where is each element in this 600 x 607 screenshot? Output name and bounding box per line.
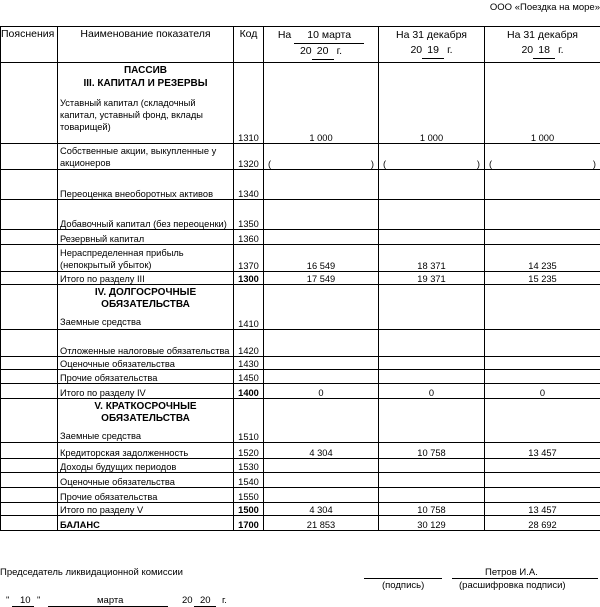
row-value-1: 21 853 xyxy=(264,516,379,531)
table-row xyxy=(1,473,600,488)
row-code: 1340 xyxy=(234,170,264,200)
decode-line xyxy=(452,578,598,579)
row-name: Собственные акции, выкупленные у акционеров xyxy=(58,144,234,170)
row-name: БАЛАНС xyxy=(58,516,234,531)
period1-date: 10 марта xyxy=(294,28,364,44)
row-code: 1520 xyxy=(234,443,264,459)
row-value-3: 14 235 xyxy=(485,245,600,272)
row-code: 1540 xyxy=(234,473,264,488)
company-name: ООО «Поездка на море» xyxy=(489,2,600,13)
row-name: Переоценка внеоборотных активов xyxy=(58,170,234,200)
row-code: 1500 xyxy=(234,503,264,516)
row-value-3: 15 235 xyxy=(485,272,600,285)
row-value-3: 1 000 xyxy=(485,63,600,144)
period1-year: 20 xyxy=(312,44,334,60)
table-row xyxy=(1,443,600,459)
row-code: 1420 xyxy=(234,330,264,357)
decode-label: (расшифровка подписи) xyxy=(459,580,566,591)
section-longterm-title: IV. ДОЛГОСРОЧНЫЕ ОБЯЗАТЕЛЬСТВА xyxy=(94,287,197,310)
row-code: 1550 xyxy=(234,488,264,503)
row-name: Доходы будущих периодов xyxy=(58,459,234,473)
row-value-1: 4 304 xyxy=(264,503,379,516)
row-name: Прочие обязательства xyxy=(58,370,234,384)
signature-label: (подпись) xyxy=(382,580,425,591)
table-row xyxy=(1,330,600,357)
col-code-header: Код xyxy=(234,27,264,63)
table-row xyxy=(1,245,600,272)
row-code: 1410 xyxy=(234,285,264,330)
signer-name: Петров И.А. xyxy=(485,567,538,578)
row-name: Уставный капитал (складочный капитал, уставный фонд, вклады товарищей) xyxy=(60,98,203,132)
row-code: 1450 xyxy=(234,370,264,384)
row-name: Отложенные налоговые обязательства xyxy=(58,330,234,357)
col-name-header: Наименование показателя xyxy=(58,27,234,63)
row-name: Оценочные обязательства xyxy=(58,357,234,370)
row-value-2: 10 758 xyxy=(379,443,485,459)
balance-table xyxy=(0,26,600,531)
row-value-1: 4 304 xyxy=(264,443,379,459)
row-name: Итого по разделу III xyxy=(58,272,234,285)
row-value-1: 1 000 xyxy=(264,63,379,144)
table-row xyxy=(1,399,600,443)
row-value-3: 13 457 xyxy=(485,443,600,459)
table-row-total xyxy=(1,503,600,516)
table-row xyxy=(1,63,600,144)
row-code: 1350 xyxy=(234,200,264,230)
row-value-2: 18 371 xyxy=(379,245,485,272)
table-row xyxy=(1,285,600,330)
period3-year: 18 xyxy=(533,43,555,59)
section-passive-title: ПАССИВ xyxy=(123,65,167,76)
date-year-prefix: 20 xyxy=(182,595,193,606)
date-quote-close: " xyxy=(37,595,41,606)
table-header-row xyxy=(1,27,600,63)
signature-line xyxy=(364,578,442,579)
row-value-3: 0 xyxy=(485,384,600,399)
table-row xyxy=(1,488,600,503)
table-row-balance xyxy=(1,516,600,531)
table-row xyxy=(1,357,600,370)
section-shortterm-title: V. КРАТКОСРОЧНЫЕ ОБЯЗАТЕЛЬСТВА xyxy=(94,401,197,424)
row-value-1: 0 xyxy=(264,384,379,399)
date-quote-open: " xyxy=(6,595,10,606)
table-row xyxy=(1,200,600,230)
col-notes-header: Пояснения xyxy=(1,27,58,63)
col-period3-header: На 31 декабря 20 18 г. xyxy=(485,27,600,63)
row-name: Оценочные обязательства xyxy=(58,473,234,488)
row-value-2: 19 371 xyxy=(379,272,485,285)
row-code: 1310 xyxy=(234,63,264,144)
row-name: Резервный капитал xyxy=(58,230,234,245)
date-year-suffix: г. xyxy=(222,595,227,606)
table-row: Собственные акции, выкупленные у акционеров 1320 ( ) ( ) ( ) xyxy=(1,144,600,170)
table-row xyxy=(1,459,600,473)
signature-block xyxy=(0,567,600,607)
row-name: Заемные средства xyxy=(60,431,142,441)
row-name: Заемные средства xyxy=(60,317,142,327)
row-code: 1370 xyxy=(234,245,264,272)
row-code: 1700 xyxy=(234,516,264,531)
row-value-1: 17 549 xyxy=(264,272,379,285)
row-value-3: 13 457 xyxy=(485,503,600,516)
table-row xyxy=(1,370,600,384)
row-code: 1530 xyxy=(234,459,264,473)
row-value-2: 10 758 xyxy=(379,503,485,516)
date-month: марта xyxy=(97,595,124,606)
col-period2-header: На 31 декабря 20 19 г. xyxy=(379,27,485,63)
row-value-2: 0 xyxy=(379,384,485,399)
row-code: 1360 xyxy=(234,230,264,245)
col-period1-header: На 10 марта 20 20 г. xyxy=(264,27,379,63)
row-code: 1300 xyxy=(234,272,264,285)
date-year: 20 xyxy=(200,595,211,606)
table-row-total xyxy=(1,384,600,399)
period2-year: 19 xyxy=(422,43,444,59)
row-value-2: 30 129 xyxy=(379,516,485,531)
row-name: Кредиторская задолженность xyxy=(58,443,234,459)
date-day: 10 xyxy=(20,595,31,606)
row-name: Итого по разделу V xyxy=(58,503,234,516)
row-code: 1510 xyxy=(234,399,264,443)
row-value-2: 1 000 xyxy=(379,63,485,144)
row-code: 1400 xyxy=(234,384,264,399)
row-code: 1430 xyxy=(234,357,264,370)
row-name: Прочие обязательства xyxy=(58,488,234,503)
row-value-3: 28 692 xyxy=(485,516,600,531)
table-row-total xyxy=(1,272,600,285)
signer-position: Председатель ликвидационной комиссии xyxy=(0,567,183,578)
table-row xyxy=(1,230,600,245)
row-name: Итого по разделу IV xyxy=(58,384,234,399)
row-code: 1320 xyxy=(234,144,264,170)
row-value-1: 16 549 xyxy=(264,245,379,272)
row-name: Нераспределенная прибыль (непокрытый убыток) xyxy=(58,245,234,272)
table-row xyxy=(1,170,600,200)
section-capital-title: III. КАПИТАЛ И РЕЗЕРВЫ xyxy=(83,78,208,89)
row-name: Добавочный капитал (без переоценки) xyxy=(58,200,234,230)
